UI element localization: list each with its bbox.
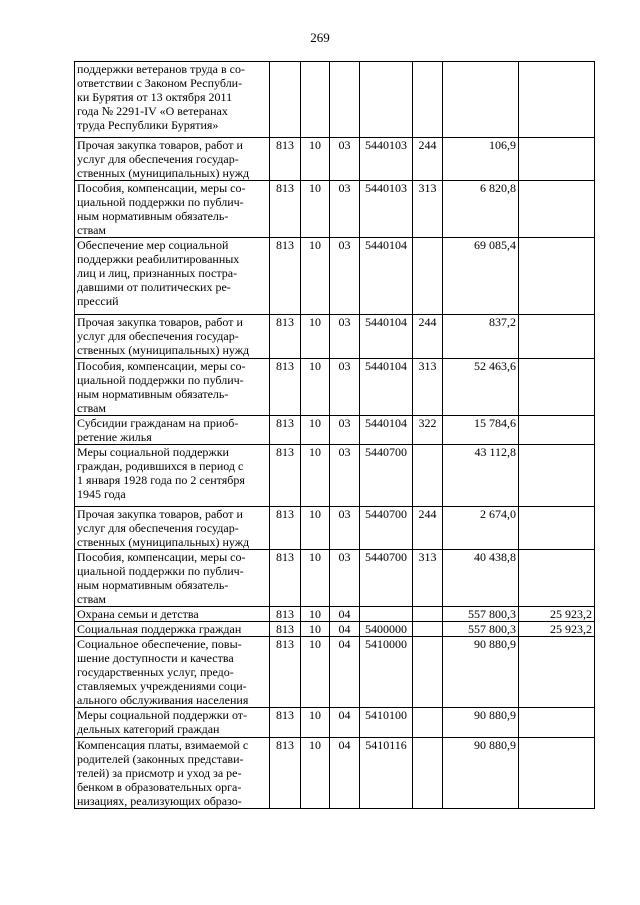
budget-table (74, 61, 595, 809)
table-row (75, 445, 595, 507)
amount-cell-2 (519, 738, 595, 809)
expense-type-code (413, 238, 443, 315)
subsection-code: 03 (330, 445, 360, 507)
section-code: 10 (301, 445, 330, 507)
ministry-code: 813 (270, 445, 301, 507)
section-code: 10 (301, 622, 330, 637)
section-code (301, 62, 330, 138)
amount-cell: 90 880,9 (443, 708, 519, 738)
target-article-code (360, 62, 413, 138)
table-row (75, 238, 595, 315)
target-article-code: 5440700 (360, 550, 413, 607)
subsection-code: 03 (330, 359, 360, 416)
section-code: 10 (301, 181, 330, 238)
table-row (75, 315, 595, 359)
subsection-code: 03 (330, 416, 360, 445)
amount-cell-2 (519, 62, 595, 138)
amount-cell: 40 438,8 (443, 550, 519, 607)
amount-cell: 557 800,3 (443, 622, 519, 637)
table-row (75, 62, 595, 138)
expense-type-code (413, 637, 443, 708)
target-article-code: 5440700 (360, 445, 413, 507)
amount-cell: 69 085,4 (443, 238, 519, 315)
expense-type-code (413, 738, 443, 809)
row-name: Пособия, компенсации, меры со- циальной поддержки по публич- ным нормативным обязатель- ствам (75, 359, 270, 416)
section-code: 10 (301, 637, 330, 708)
subsection-code: 03 (330, 181, 360, 238)
table-row (75, 550, 595, 607)
amount-cell-2 (519, 445, 595, 507)
ministry-code: 813 (270, 181, 301, 238)
row-name: Обеспечение мер социальной поддержки реабилитированных лиц и лиц, признанных постра- давшими от политических ре- прессий (75, 238, 270, 315)
amount-cell: 15 784,6 (443, 416, 519, 445)
expense-type-code (413, 607, 443, 622)
section-code: 10 (301, 738, 330, 809)
target-article-code: 5410000 (360, 637, 413, 708)
amount-cell-2 (519, 708, 595, 738)
expense-type-code (413, 708, 443, 738)
amount-cell: 106,9 (443, 138, 519, 181)
amount-cell: 6 820,8 (443, 181, 519, 238)
amount-cell-2 (519, 181, 595, 238)
subsection-code: 04 (330, 738, 360, 809)
target-article-code: 5440103 (360, 138, 413, 181)
ministry-code: 813 (270, 359, 301, 416)
subsection-code: 03 (330, 507, 360, 550)
expense-type-code: 244 (413, 315, 443, 359)
ministry-code: 813 (270, 550, 301, 607)
section-code: 10 (301, 138, 330, 181)
section-code: 10 (301, 238, 330, 315)
expense-type-code: 313 (413, 359, 443, 416)
section-code: 10 (301, 359, 330, 416)
ministry-code: 813 (270, 637, 301, 708)
row-name: Пособия, компенсации, меры со- циальной поддержки по публич- ным нормативным обязатель- ствам (75, 550, 270, 607)
page-number: 269 (310, 30, 330, 45)
expense-type-code: 322 (413, 416, 443, 445)
table-row (75, 622, 595, 637)
row-name: Прочая закупка товаров, работ и услуг для обеспечения государ- ственных (муниципальных) нужд (75, 138, 270, 181)
target-article-code: 5410100 (360, 708, 413, 738)
amount-cell: 2 674,0 (443, 507, 519, 550)
amount-cell-2 (519, 507, 595, 550)
amount-cell-2 (519, 637, 595, 708)
table-row (75, 738, 595, 809)
amount-cell-2: 25 923,2 (519, 622, 595, 637)
ministry-code: 813 (270, 238, 301, 315)
row-name: Прочая закупка товаров, работ и услуг для обеспечения государ- ственных (муниципальных) нужд (75, 507, 270, 550)
target-article-code: 5400000 (360, 622, 413, 637)
amount-cell-2: 25 923,2 (519, 607, 595, 622)
table-row (75, 637, 595, 708)
row-name: Компенсация платы, взимаемой с родителей (законных представи- телей) за присмотр и уход за ре- бенком в образовательных орга- низациях, реализующих образо- (75, 738, 270, 809)
row-name: Меры социальной поддержки от- дельных категорий граждан (75, 708, 270, 738)
section-code: 10 (301, 416, 330, 445)
table-row (75, 416, 595, 445)
row-name: Социальная поддержка граждан (75, 622, 270, 637)
amount-cell-2 (519, 359, 595, 416)
amount-cell-2 (519, 138, 595, 181)
row-name: Пособия, компенсации, меры со- циальной поддержки по публич- ным нормативным обязатель- ствам (75, 181, 270, 238)
ministry-code: 813 (270, 738, 301, 809)
row-name: поддержки ветеранов труда в со- ответствии с Законом Республи- ки Бурятия от 13 октября 2011 года № 2291-IV «О ветеранах труда Республики Бурятия» (75, 62, 270, 138)
subsection-code: 03 (330, 238, 360, 315)
row-name: Меры социальной поддержки граждан, родившихся в период с 1 января 1928 года по 2 сентября 1945 года (75, 445, 270, 507)
subsection-code (330, 62, 360, 138)
amount-cell: 837,2 (443, 315, 519, 359)
section-code: 10 (301, 708, 330, 738)
expense-type-code (413, 62, 443, 138)
table-row (75, 708, 595, 738)
subsection-code: 04 (330, 708, 360, 738)
expense-type-code (413, 445, 443, 507)
table-row (75, 507, 595, 550)
amount-cell: 90 880,9 (443, 637, 519, 708)
target-article-code: 5440104 (360, 359, 413, 416)
section-code: 10 (301, 550, 330, 607)
table-row (75, 359, 595, 416)
target-article-code (360, 607, 413, 622)
row-name: Субсидии гражданам на приоб- ретение жилья (75, 416, 270, 445)
expense-type-code: 244 (413, 507, 443, 550)
row-name: Охрана семьи и детства (75, 607, 270, 622)
section-code: 10 (301, 607, 330, 622)
expense-type-code: 313 (413, 550, 443, 607)
target-article-code: 5440700 (360, 507, 413, 550)
amount-cell-2 (519, 550, 595, 607)
table-row (75, 138, 595, 181)
ministry-code: 813 (270, 507, 301, 550)
ministry-code: 813 (270, 622, 301, 637)
table-row (75, 607, 595, 622)
expense-type-code (413, 622, 443, 637)
subsection-code: 04 (330, 607, 360, 622)
ministry-code: 813 (270, 138, 301, 181)
amount-cell-2 (519, 315, 595, 359)
amount-cell: 557 800,3 (443, 607, 519, 622)
ministry-code: 813 (270, 607, 301, 622)
section-code: 10 (301, 507, 330, 550)
subsection-code: 03 (330, 138, 360, 181)
subsection-code: 04 (330, 622, 360, 637)
row-name: Социальное обеспечение, повы- шение доступности и качества государственных услуг, предо- ставляемых учреждениями соци- ального обслуживания населения (75, 637, 270, 708)
target-article-code: 5440104 (360, 416, 413, 445)
amount-cell: 43 112,8 (443, 445, 519, 507)
subsection-code: 03 (330, 315, 360, 359)
target-article-code: 5440103 (360, 181, 413, 238)
table-row (75, 181, 595, 238)
target-article-code: 5440104 (360, 315, 413, 359)
section-code: 10 (301, 315, 330, 359)
row-name: Прочая закупка товаров, работ и услуг для обеспечения государ- ственных (муниципальных) нужд (75, 315, 270, 359)
subsection-code: 03 (330, 550, 360, 607)
expense-type-code: 313 (413, 181, 443, 238)
subsection-code: 04 (330, 637, 360, 708)
amount-cell: 90 880,9 (443, 738, 519, 809)
amount-cell-2 (519, 238, 595, 315)
amount-cell (443, 62, 519, 138)
ministry-code: 813 (270, 708, 301, 738)
ministry-code: 813 (270, 416, 301, 445)
ministry-code: 813 (270, 315, 301, 359)
amount-cell: 52 463,6 (443, 359, 519, 416)
expense-type-code: 244 (413, 138, 443, 181)
target-article-code: 5410116 (360, 738, 413, 809)
ministry-code (270, 62, 301, 138)
target-article-code: 5440104 (360, 238, 413, 315)
amount-cell-2 (519, 416, 595, 445)
